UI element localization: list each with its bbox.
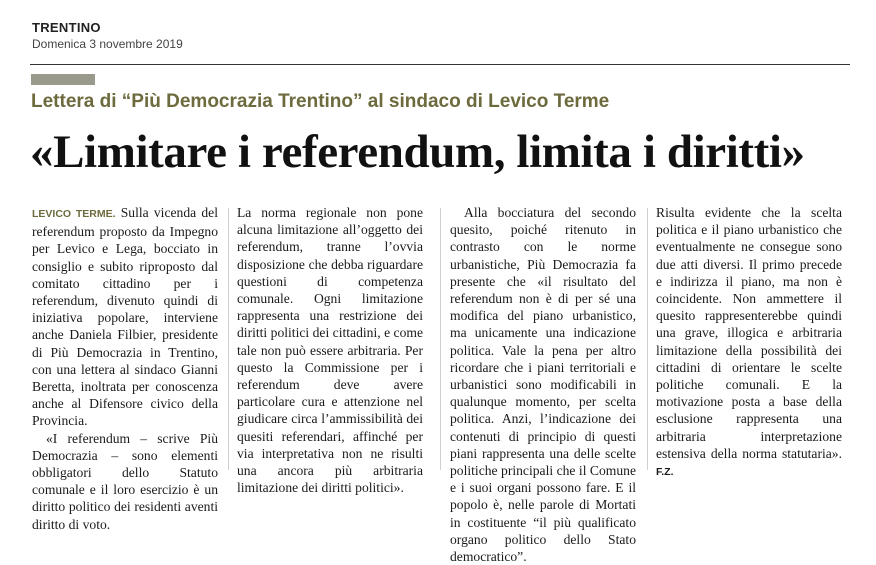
paragraph <box>32 204 218 430</box>
column-divider <box>647 208 648 470</box>
article-headline: «Limitare i referendum, limita i diritti» <box>30 126 805 178</box>
paragraph: Alla bocciatura del secondo quesito, poiché ritenuto in contrasto con le norme urbanistiche, Più Democrazia fa presente che «il risultato del referendum non è di per sé una modifica del piano urbanistico, ma unicamente una indicazione politica. Vale la pena per altro ricordare che i piani territoriali e urbanistici sono modificabili in qualunque momento, per scelta politica. Anzi, l’indicazione dei contenuti di principio di questi piani rappresenta una delle scelte politiche principali che il Comune e i suoi organi possono fare. E il popolo è, nelle parole di Mortati in costituente “il più qualificato organo politico dello Stato democratico”. <box>450 205 636 565</box>
column-divider <box>440 208 441 470</box>
header-rule <box>30 64 850 65</box>
article-column-2 <box>237 204 423 496</box>
section-marker-bar <box>31 74 95 85</box>
column-divider <box>228 208 229 470</box>
paragraph: La norma regionale non pone alcuna limitazione all’oggetto dei referendum, tranne l’ovvia disposizione che debba riguardare questioni di competenza comunale. Ogni limitazione rappresenta una restrizione dei diritti politici dei cittadini, e come tale non può essere arbitraria. Per questo la Commissione per i referendum deve avere particolare cura e attenzione nel giudicare circa l’ammissibilità dei quesiti referendari, affinché per via interpretativa non ne risulti una ancora più arbitraria limitazione dei diritti politici». <box>237 205 423 496</box>
article-column-4 <box>656 204 842 481</box>
paragraph-text: Risulta evidente che la scelta politica e il piano urbanistico che eventualmente ne consegue sono due atti diversi. Il primo precede e indirizza il piano, ma non è coincidente. Non ammettere il quesito rappresenterebbe quindi una grave, illogica e arbitraria limitazione della possibilità dei cittadini di orientare le scelte politiche comunali. E la motivazione posta a base della esclusione rappresenta una arbitraria interpretazione estensiva della norma statutaria». <box>656 205 842 461</box>
paragraph <box>656 204 842 481</box>
issue-date: Domenica 3 novembre 2019 <box>32 37 183 51</box>
article-column-1 <box>32 204 218 533</box>
dateline-place: LEVICO TERME. <box>32 208 116 220</box>
paragraph-text: Sulla vicenda del referendum proposto da Impegno per Levico e Lega, bocciato in consiglio e subito riproposto dal comitato cittadino per i referendum, divenuto quindi di iniziativa popolare, interviene anche Daniela Filbier, presidente di Più Democrazia in Trentino, con una lettera al sindaco Gianni Beretta, inoltrata per conoscenza anche al Difensore civico della Provincia. <box>32 205 218 429</box>
paragraph: «I referendum – scrive Più Democrazia – sono elementi obbligatori dello Statuto comunale e il loro esercizio è un diritto politico dei residenti aventi diritto di voto. <box>32 430 218 532</box>
article-kicker: Lettera di “Più Democrazia Trentino” al sindaco di Levico Terme <box>31 91 610 112</box>
article-column-3 <box>450 204 636 565</box>
author-signature: F.Z. <box>656 466 674 479</box>
section-name: TRENTINO <box>32 20 101 35</box>
